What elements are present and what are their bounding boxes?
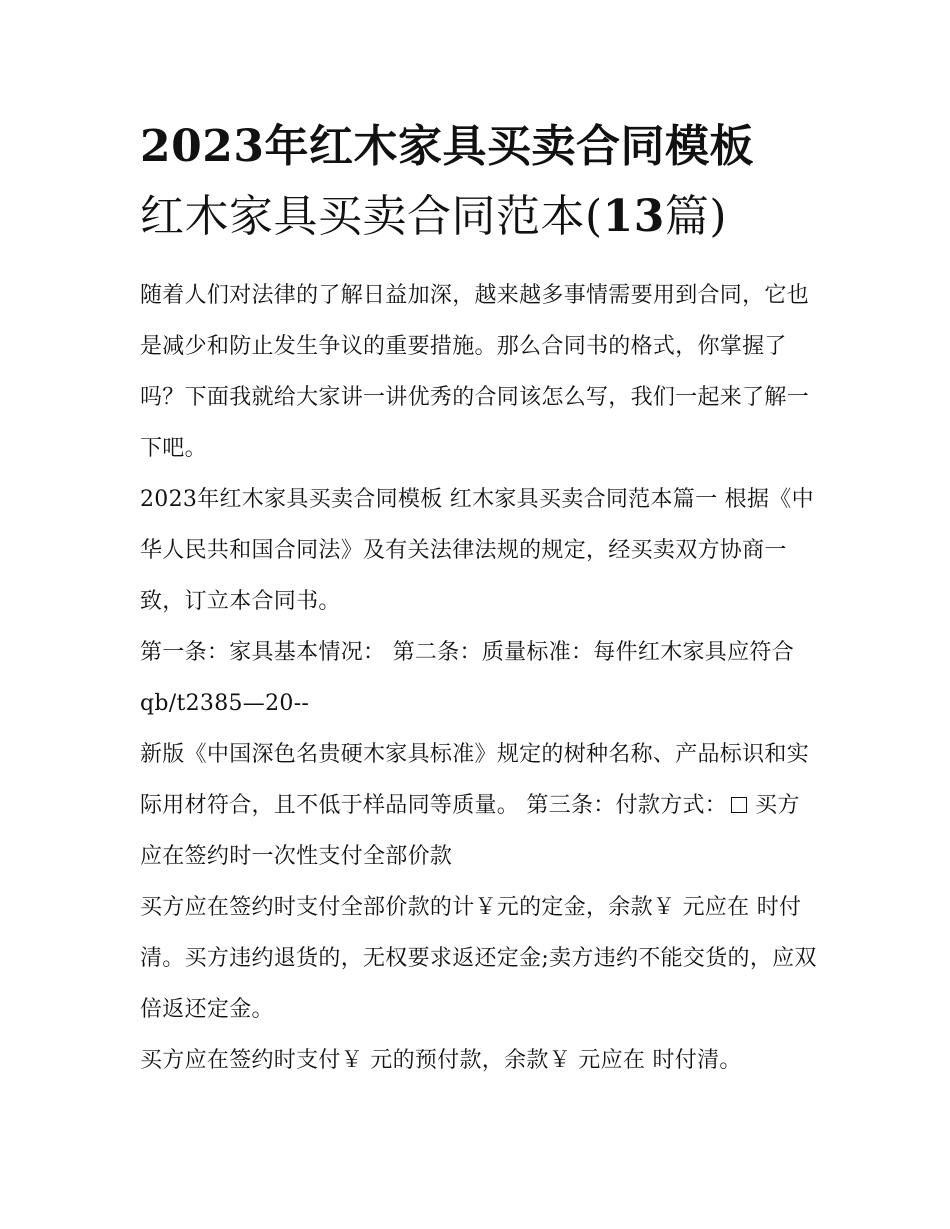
document-page [140, 112, 820, 1086]
title-line-2-number: 13 [602, 191, 665, 242]
article-two-three-text: 新版《中国深色名贵硬木家具标准》规定的树种名称、产品标识和实际用材符合，且不低于样品同等质量。 第三条：付款方式： [140, 742, 810, 818]
document-title [140, 112, 820, 252]
payment-option-label: 买方应在签约时一次性支付全部价款 [140, 793, 800, 869]
article-one-two: 第一条：家具基本情况： 第二条：质量标准：每件红木家具应符合qb/t2385—20-- [140, 640, 794, 716]
article-two-three [140, 729, 820, 882]
title-line-1: 2023年红木家具买卖合同模板 [140, 121, 754, 172]
intro-paragraph: 随着人们对法律的了解日益加深，越来越多事情需要用到合同，它也是减少和防止发生争议的重要措施。那么合同书的格式，你掌握了吗？下面我就给大家讲一讲优秀的合同该怎么写，我们一起来了解一下吧。 [140, 283, 810, 461]
title-line-2-prefix: 红木家具买卖合同范本( [140, 191, 603, 242]
deposit-paragraph: 买方应在签约时支付全部价款的计￥元的定金，余款￥ 元应在 时付清。买方违约退货的，无权要求返还定金;卖方违约不能交货的，应双倍返还定金。 [140, 895, 817, 1022]
title-line-2-suffix: 篇) [664, 191, 728, 242]
contract-preamble: 2023年红木家具买卖合同模板 红木家具买卖合同范本篇一 根据《中华人民共和国合同法》及有关法律法规的规定，经买卖双方协商一致，订立本合同书。 [140, 487, 814, 614]
payment-checkbox[interactable] [731, 797, 747, 813]
prepayment-paragraph: 买方应在签约时支付￥ 元的预付款，余款￥ 元应在 时付清。 [140, 1048, 742, 1073]
